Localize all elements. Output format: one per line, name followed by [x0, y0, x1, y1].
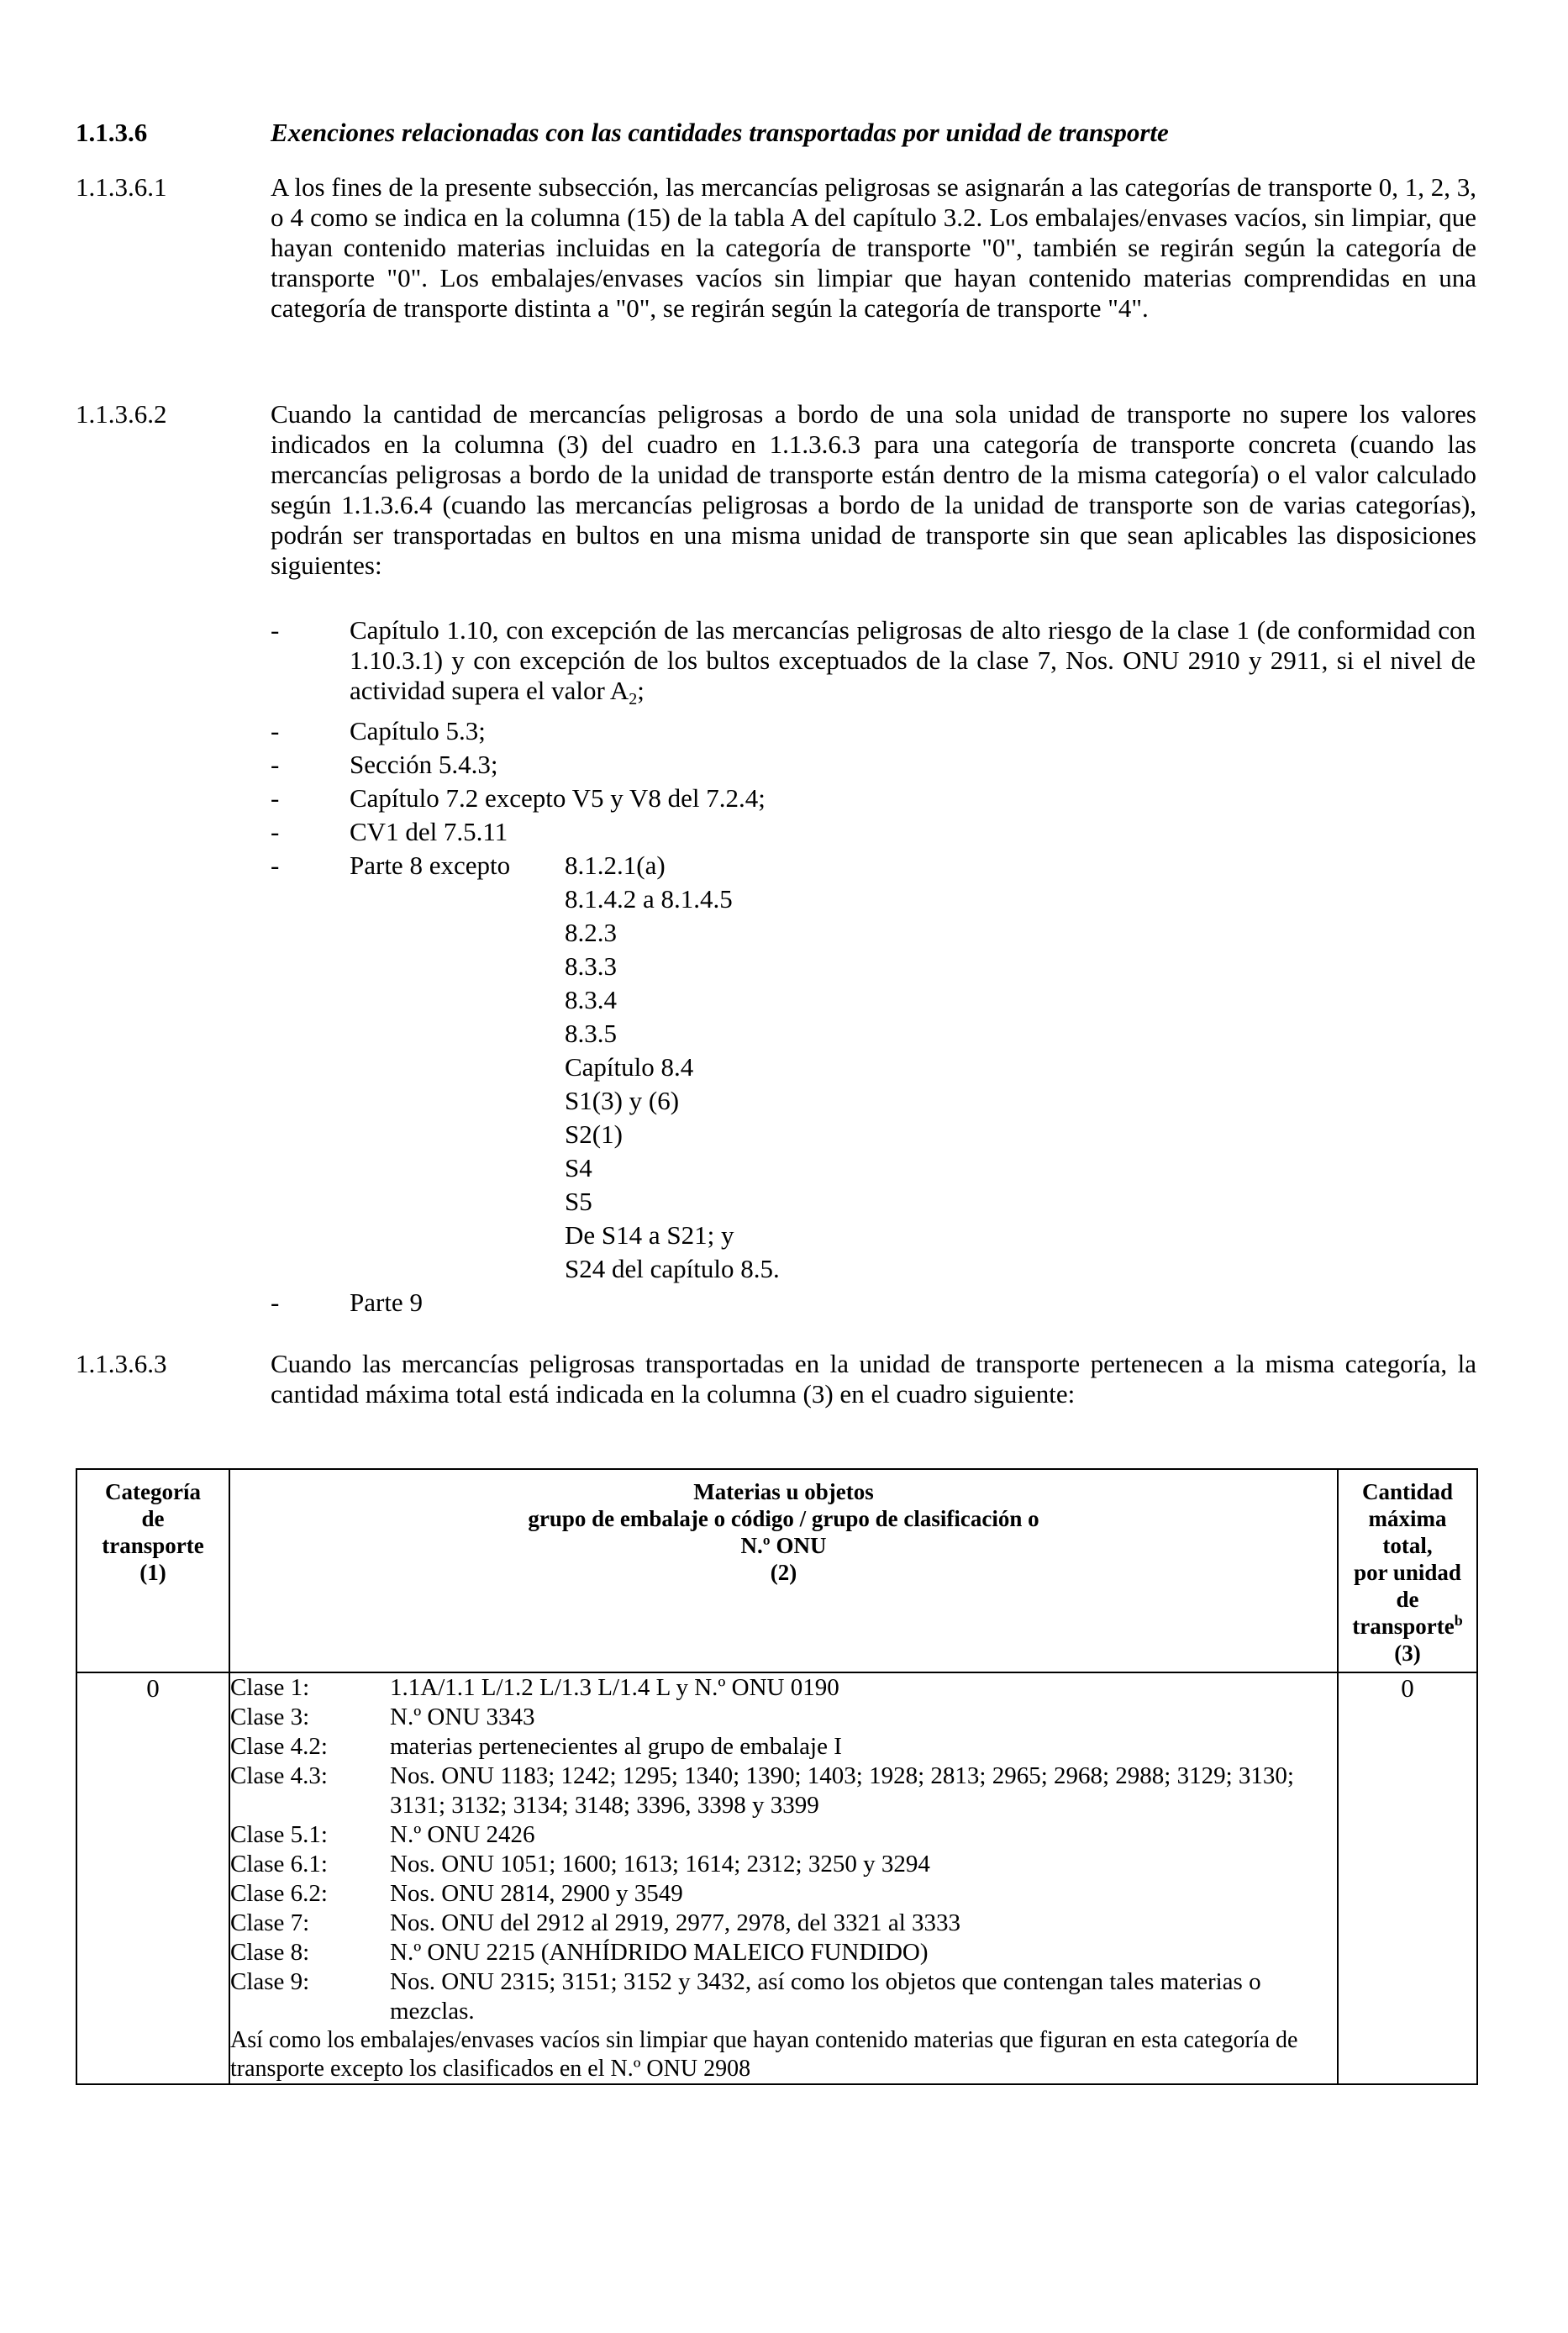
class-row: Clase 4.3: Nos. ONU 1183; 1242; 1295; 1340; 1390; 1403; 1928; 2813; 2965; 2968; 2988; 3129; 3130; 3131; 3132; 3134; 3148; 3396, 3398 y 3399 — [230, 1762, 1294, 1819]
table-footer-note: Así como los embalajes/envases vacíos sin limpiar que hayan contenido materias que figuran en esta categoría de transporte excepto los clasificados en el N.º ONU 2908 — [230, 2027, 1298, 2082]
header-category: Categoría de transporte (1) — [76, 1469, 229, 1672]
exception-item: S24 del capítulo 8.5. — [565, 1254, 780, 1283]
paragraph-number: 1.1.3.6.1 — [76, 172, 167, 202]
class-row: Clase 3: N.º ONU 3343 — [230, 1704, 535, 1730]
class-row: Clase 6.2: Nos. ONU 2814, 2900 y 3549 — [230, 1880, 683, 1907]
paragraph-text: Cuando la cantidad de mercancías peligrosas a bordo de una sola unidad de transporte no supere los valores indicados en la columna (3) del cuadro en 1.1.3.6.3 para una categoría de transporte concreta (cuando las mercancías peligrosas a bordo de la unidad de transporte están dentro de la misma categoría) o el valor calculado según 1.1.3.6.4 (cuando las mercancías peligrosas a bordo de la unidad de transporte son de varias categorías), podrán ser transportadas en bultos en una misma unidad de transporte sin que sean aplicables las disposiciones siguientes: — [271, 399, 1476, 580]
class-row: Clase 4.2: materias pertenecientes al grupo de embalaje I — [230, 1733, 842, 1760]
list-dash: - — [271, 716, 280, 745]
exception-item: 8.3.4 — [565, 985, 617, 1014]
class-row: Clase 9: Nos. ONU 2315; 3151; 3152 y 3432, así como los objetos que contengan tales materias o mezclas. — [230, 1968, 1261, 2025]
paragraph-number: 1.1.3.6.3 — [76, 1349, 167, 1378]
class-row: Clase 1: 1.1A/1.1 L/1.2 L/1.3 L/1.4 L y N.º ONU 0190 — [230, 1674, 839, 1701]
class-row: Clase 8: N.º ONU 2215 (ANHÍDRIDO MALEICO FUNDIDO) — [230, 1939, 929, 1966]
paragraph-text: Cuando las mercancías peligrosas transportadas en la unidad de transporte pertenecen a la misma categoría, la cantidad máxima total está indicada en la columna (3) en el cuadro siguiente: — [271, 1349, 1476, 1409]
table-row — [76, 1672, 1477, 2084]
part8-exceptions-list — [565, 851, 1069, 1288]
class-row: Clase 6.1: Nos. ONU 1051; 1600; 1613; 1614; 2312; 3250 y 3294 — [230, 1851, 930, 1877]
category-cell: 0 — [76, 1672, 229, 2084]
list-dash: - — [271, 750, 280, 779]
exception-item: 8.2.3 — [565, 918, 617, 947]
list-dash: - — [271, 615, 280, 645]
section-number: 1.1.3.6 — [76, 118, 148, 147]
list-item: CV1 del 7.5.11 — [350, 817, 508, 846]
list-dash: - — [271, 851, 280, 880]
list-item: Parte 8 excepto — [350, 851, 511, 880]
paragraph-number: 1.1.3.6.2 — [76, 399, 167, 429]
exception-item: 8.1.4.2 a 8.1.4.5 — [565, 884, 733, 914]
max-quantity-cell: 0 — [1338, 1672, 1477, 2084]
exception-item: S4 — [565, 1153, 592, 1182]
list-dash: - — [271, 783, 280, 813]
exception-item: Capítulo 8.4 — [565, 1052, 694, 1082]
list-item: Sección 5.4.3; — [350, 750, 498, 779]
exception-item: 8.1.2.1(a) — [565, 851, 666, 880]
header-substances: Materias u objetos grupo de embalaje o código / grupo de clasificación o N.º ONU (2) — [229, 1469, 1338, 1672]
exception-item: S1(3) y (6) — [565, 1086, 680, 1115]
section-title: Exenciones relacionadas con las cantidades transportadas por unidad de transporte — [271, 118, 1169, 147]
list-dash: - — [271, 817, 280, 846]
class-row: Clase 7: Nos. ONU del 2912 al 2919, 2977, 2978, del 3321 al 3333 — [230, 1909, 961, 1936]
exception-item: S5 — [565, 1187, 592, 1216]
class-row: Clase 5.1: N.º ONU 2426 — [230, 1821, 535, 1848]
list-item: Capítulo 1.10, con excepción de las mercancías peligrosas de alto riesgo de la clase 1 (de conformidad con 1.10.3.1) y con excepción de los bultos exceptuados de la clase 7, Nos. ONU 2910 y 2911, si el nivel de actividad supera el valor $A_2$; — [350, 615, 1476, 708]
table-header-row — [76, 1469, 1477, 1672]
list-item: Capítulo 7.2 excepto V5 y V8 del 7.2.4; — [350, 783, 766, 813]
header-max-quantity: Cantidad máxima total, por unidad de transporte$^b$ (3) — [1338, 1469, 1477, 1672]
exception-item: De S14 a S21; y — [565, 1220, 734, 1250]
substances-cell — [229, 1672, 1338, 2084]
paragraph-text: A los fines de la presente subsección, las mercancías peligrosas se asignarán a las categorías de transporte 0, 1, 2, 3, o 4 como se indica en la columna (15) de la tabla A del capítulo 3.2. Los embalajes/envases vacíos, sin limpiar, que hayan contenido materias incluidas en la categoría de transporte "0", también se regirán según la categoría de transporte "0". Los embalajes/envases vacíos sin limpiar que hayan contenido materias comprendidas en una categoría de transporte distinta a "0", se regirán según la categoría de transporte "4". — [271, 172, 1476, 323]
exception-item: S2(1) — [565, 1119, 623, 1149]
list-item: Capítulo 5.3; — [350, 716, 486, 745]
exception-item: 8.3.3 — [565, 951, 617, 981]
list-dash: - — [271, 1288, 280, 1317]
list-item: Parte 9 — [350, 1288, 423, 1317]
transport-category-table — [76, 1468, 1478, 2085]
exception-item: 8.3.5 — [565, 1019, 617, 1048]
